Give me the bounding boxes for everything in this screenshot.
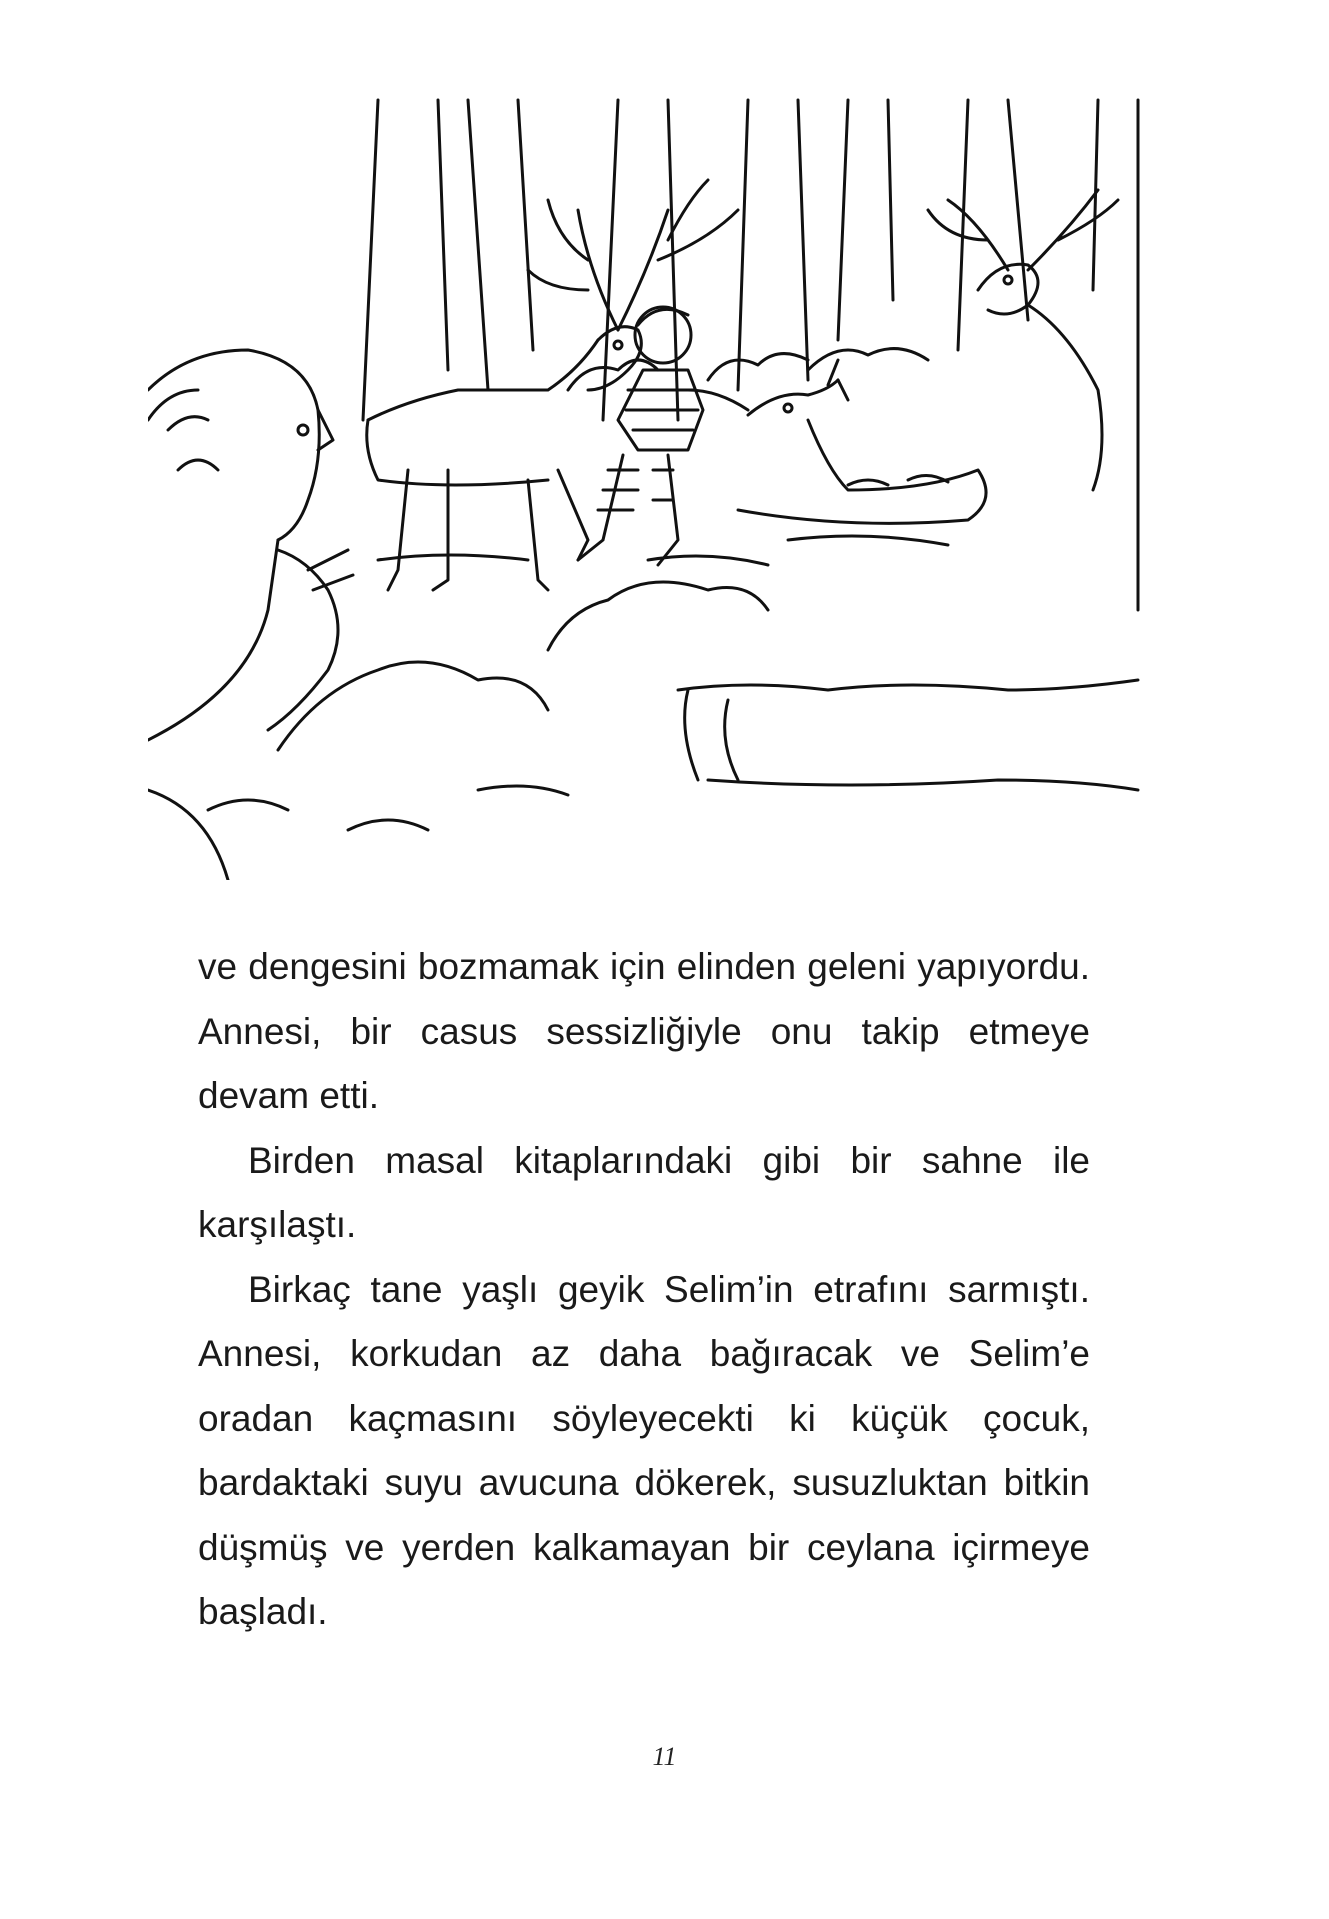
page-number: 11 [652,1742,677,1771]
forest-deer-illustration [148,90,1148,880]
paragraph-3: Birkaç tane yaşlı geyik Selim’in etrafını sarmıştı. Annesi, korkudan az daha bağıracak ve Selim’e oradan kaçmasını söyleyecekti ki küçük çocuk, bardaktaki suyu avucuna dökerek, susuzluktan bitkin düşmüş ve yerden kalkamayan bir ceylana içirmeye başladı. [198,1268,1090,1632]
story-text [198,935,1090,1645]
undergrowth [208,349,1138,830]
paragraph-2: Birden masal kitaplarındaki gibi bir sahne ile karşılaştı. [198,1139,1090,1245]
paragraph-1: ve dengesini bozmamak için elinden geleni yapıyordu. Annesi, bir casus sessizliğiyle onu takip etmeye devam etti. [198,946,1090,1116]
stag-deer-right [928,190,1118,490]
boy-selim [578,307,748,565]
tree-trunks [363,100,1138,610]
forest-scene-drawing [148,90,1148,880]
fawn-ceylan [738,360,986,523]
stag-deer [367,180,738,590]
